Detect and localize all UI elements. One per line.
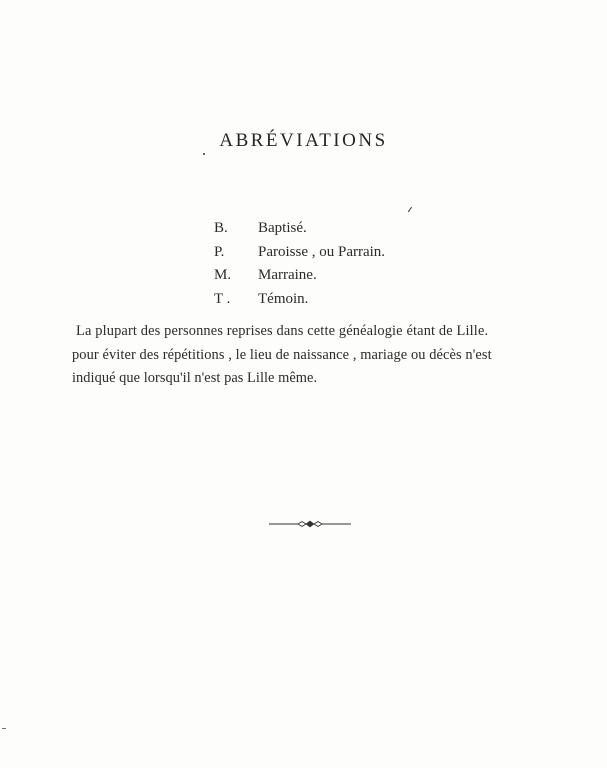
abbreviation-value: Paroisse , ou Parrain. [258, 243, 386, 260]
note-line: La plupart des personnes reprises dans cette généalogie étant de Lille. [76, 323, 489, 339]
ink-speck-decoration [203, 153, 205, 155]
abbreviation-value: Marraine. [258, 267, 317, 283]
page-title-text: ABRÉVIATIONS [219, 130, 388, 151]
ink-mark-decoration [408, 207, 413, 213]
abbreviation-key: B. [214, 220, 228, 236]
abbreviation-key: P. [214, 243, 225, 260]
abbreviation-item [214, 264, 385, 288]
abbreviation-list [214, 217, 385, 311]
ornament-divider-icon [268, 516, 352, 532]
abbreviation-value: Baptisé. [258, 220, 307, 236]
edge-mark-decoration [2, 728, 6, 729]
abbreviation-item [214, 241, 385, 265]
abbreviation-item [214, 288, 385, 312]
note-line: pour éviter des répétitions , le lieu de naissance , mariage ou décès n'est [72, 346, 492, 363]
abbreviation-key: T . [214, 290, 231, 307]
abbreviation-value: Témoin. [258, 290, 309, 307]
abbreviation-item [214, 217, 385, 241]
abbreviation-key: M. [214, 267, 232, 283]
page-title [0, 130, 607, 152]
note-line: indiqué que lorsqu'il n'est pas Lille même. [72, 370, 318, 386]
note-paragraph [72, 320, 562, 391]
